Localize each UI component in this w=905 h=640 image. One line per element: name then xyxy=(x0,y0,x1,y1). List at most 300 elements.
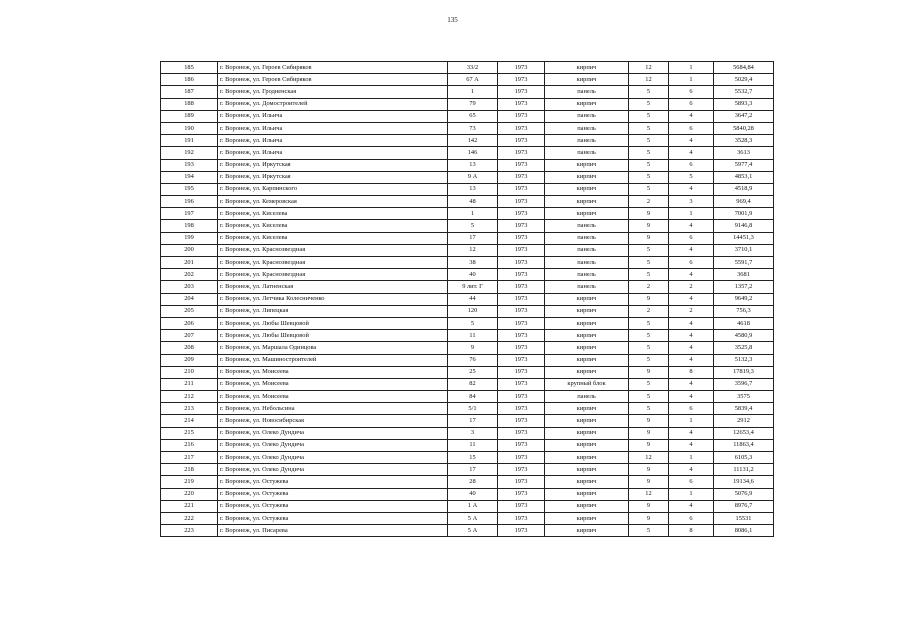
cell-address: г. Воронеж, ул. Краснозвездная xyxy=(218,244,448,256)
cell-house-number: 3 xyxy=(448,427,498,439)
cell-house-number: 13 xyxy=(448,183,498,195)
cell-house-number: 142 xyxy=(448,135,498,147)
cell-wall-material: кирпич xyxy=(545,415,629,427)
cell-area: 756,3 xyxy=(714,305,774,317)
cell-year-built: 1973 xyxy=(498,208,545,220)
cell-entrances: 6 xyxy=(669,98,714,110)
cell-entrances: 4 xyxy=(669,317,714,329)
cell-floors: 5 xyxy=(629,183,669,195)
cell-floors: 9 xyxy=(629,476,669,488)
cell-year-built: 1973 xyxy=(498,488,545,500)
cell-row-number: 191 xyxy=(161,135,218,147)
cell-address: г. Воронеж, ул. Иркутская xyxy=(218,159,448,171)
cell-year-built: 1973 xyxy=(498,452,545,464)
cell-entrances: 6 xyxy=(669,159,714,171)
cell-entrances: 4 xyxy=(669,110,714,122)
table-row xyxy=(161,452,774,464)
cell-area: 4518,9 xyxy=(714,183,774,195)
table-row xyxy=(161,342,774,354)
cell-area: 3647,2 xyxy=(714,110,774,122)
cell-entrances: 4 xyxy=(669,269,714,281)
cell-address: г. Воронеж, ул. Олеко Дундича xyxy=(218,427,448,439)
cell-wall-material: кирпич xyxy=(545,525,629,537)
cell-entrances: 1 xyxy=(669,452,714,464)
cell-floors: 5 xyxy=(629,257,669,269)
cell-house-number: 82 xyxy=(448,378,498,390)
table-row xyxy=(161,183,774,195)
cell-row-number: 199 xyxy=(161,232,218,244)
cell-area: 3528,3 xyxy=(714,135,774,147)
cell-year-built: 1973 xyxy=(498,378,545,390)
cell-house-number: 11 xyxy=(448,330,498,342)
cell-floors: 5 xyxy=(629,244,669,256)
cell-year-built: 1973 xyxy=(498,110,545,122)
cell-year-built: 1973 xyxy=(498,330,545,342)
cell-row-number: 222 xyxy=(161,512,218,524)
cell-address: г. Воронеж, ул. Героев Сибиряков xyxy=(218,62,448,74)
table-row xyxy=(161,171,774,183)
cell-wall-material: кирпич xyxy=(545,439,629,451)
cell-row-number: 209 xyxy=(161,354,218,366)
cell-year-built: 1973 xyxy=(498,476,545,488)
cell-entrances: 4 xyxy=(669,354,714,366)
cell-entrances: 6 xyxy=(669,86,714,98)
cell-house-number: 17 xyxy=(448,232,498,244)
table-row xyxy=(161,378,774,390)
cell-row-number: 223 xyxy=(161,525,218,537)
cell-address: г. Воронеж, ул. Моисеева xyxy=(218,378,448,390)
cell-floors: 2 xyxy=(629,196,669,208)
cell-wall-material: кирпич xyxy=(545,476,629,488)
table-row xyxy=(161,74,774,86)
cell-row-number: 212 xyxy=(161,391,218,403)
cell-wall-material: крупный блок xyxy=(545,378,629,390)
cell-house-number: 38 xyxy=(448,257,498,269)
cell-house-number: 73 xyxy=(448,122,498,134)
table-row xyxy=(161,525,774,537)
cell-year-built: 1973 xyxy=(498,86,545,98)
cell-entrances: 6 xyxy=(669,403,714,415)
cell-wall-material: кирпич xyxy=(545,342,629,354)
cell-house-number: 9 лит. Г xyxy=(448,281,498,293)
table-row xyxy=(161,415,774,427)
cell-wall-material: кирпич xyxy=(545,74,629,86)
table-row xyxy=(161,439,774,451)
table-row xyxy=(161,317,774,329)
cell-entrances: 4 xyxy=(669,439,714,451)
cell-floors: 5 xyxy=(629,86,669,98)
cell-wall-material: кирпич xyxy=(545,98,629,110)
cell-house-number: 5 xyxy=(448,220,498,232)
cell-entrances: 6 xyxy=(669,122,714,134)
cell-entrances: 1 xyxy=(669,488,714,500)
cell-address: г. Воронеж, ул. Киселева xyxy=(218,220,448,232)
cell-row-number: 203 xyxy=(161,281,218,293)
cell-entrances: 3 xyxy=(669,196,714,208)
cell-floors: 9 xyxy=(629,500,669,512)
cell-area: 2912 xyxy=(714,415,774,427)
cell-floors: 5 xyxy=(629,403,669,415)
table-row xyxy=(161,281,774,293)
cell-row-number: 198 xyxy=(161,220,218,232)
cell-row-number: 210 xyxy=(161,366,218,378)
cell-area: 4853,1 xyxy=(714,171,774,183)
cell-house-number: 28 xyxy=(448,476,498,488)
cell-area: 969,4 xyxy=(714,196,774,208)
cell-area: 7001,9 xyxy=(714,208,774,220)
cell-year-built: 1973 xyxy=(498,171,545,183)
cell-address: г. Воронеж, ул. Ильича xyxy=(218,147,448,159)
cell-area: 5977,4 xyxy=(714,159,774,171)
cell-area: 3575 xyxy=(714,391,774,403)
cell-year-built: 1973 xyxy=(498,317,545,329)
cell-year-built: 1973 xyxy=(498,415,545,427)
cell-entrances: 1 xyxy=(669,62,714,74)
cell-year-built: 1973 xyxy=(498,269,545,281)
cell-entrances: 2 xyxy=(669,305,714,317)
cell-house-number: 67 А xyxy=(448,74,498,86)
cell-entrances: 1 xyxy=(669,74,714,86)
cell-house-number: 13 xyxy=(448,159,498,171)
cell-row-number: 211 xyxy=(161,378,218,390)
cell-address: г. Воронеж, ул. Киселева xyxy=(218,208,448,220)
cell-house-number: 120 xyxy=(448,305,498,317)
cell-row-number: 201 xyxy=(161,257,218,269)
cell-wall-material: кирпич xyxy=(545,196,629,208)
cell-year-built: 1973 xyxy=(498,500,545,512)
cell-area: 5029,4 xyxy=(714,74,774,86)
table-row xyxy=(161,232,774,244)
cell-area: 3681 xyxy=(714,269,774,281)
cell-year-built: 1973 xyxy=(498,354,545,366)
table-row xyxy=(161,488,774,500)
cell-year-built: 1973 xyxy=(498,342,545,354)
table-row xyxy=(161,257,774,269)
cell-wall-material: кирпич xyxy=(545,354,629,366)
cell-row-number: 216 xyxy=(161,439,218,451)
cell-floors: 9 xyxy=(629,293,669,305)
cell-floors: 5 xyxy=(629,122,669,134)
table-row xyxy=(161,86,774,98)
cell-house-number: 12 xyxy=(448,244,498,256)
cell-area: 5684,84 xyxy=(714,62,774,74)
cell-year-built: 1973 xyxy=(498,220,545,232)
cell-floors: 5 xyxy=(629,110,669,122)
cell-row-number: 218 xyxy=(161,464,218,476)
cell-house-number: 84 xyxy=(448,391,498,403)
cell-year-built: 1973 xyxy=(498,525,545,537)
cell-address: г. Воронеж, ул. Латненская xyxy=(218,281,448,293)
cell-area: 11863,4 xyxy=(714,439,774,451)
cell-address: г. Воронеж, ул. Героев Сибиряков xyxy=(218,74,448,86)
cell-wall-material: кирпич xyxy=(545,512,629,524)
page-number: 135 xyxy=(447,16,458,24)
cell-row-number: 220 xyxy=(161,488,218,500)
cell-address: г. Воронеж, ул. Моисеева xyxy=(218,391,448,403)
cell-house-number: 5 А xyxy=(448,525,498,537)
cell-entrances: 4 xyxy=(669,183,714,195)
cell-entrances: 6 xyxy=(669,257,714,269)
table-row xyxy=(161,110,774,122)
cell-row-number: 192 xyxy=(161,147,218,159)
cell-row-number: 190 xyxy=(161,122,218,134)
cell-area: 5840,28 xyxy=(714,122,774,134)
cell-area: 3613 xyxy=(714,147,774,159)
cell-house-number: 33/2 xyxy=(448,62,498,74)
cell-area: 12653,4 xyxy=(714,427,774,439)
cell-floors: 5 xyxy=(629,159,669,171)
cell-entrances: 4 xyxy=(669,464,714,476)
cell-area: 4580,9 xyxy=(714,330,774,342)
cell-house-number: 146 xyxy=(448,147,498,159)
cell-entrances: 4 xyxy=(669,391,714,403)
cell-floors: 9 xyxy=(629,512,669,524)
cell-row-number: 185 xyxy=(161,62,218,74)
table-row xyxy=(161,476,774,488)
cell-wall-material: панель xyxy=(545,232,629,244)
cell-address: г. Воронеж, ул. Олеко Дундича xyxy=(218,464,448,476)
cell-entrances: 4 xyxy=(669,293,714,305)
cell-address: г. Воронеж, ул. Летчика Колесниченко xyxy=(218,293,448,305)
cell-year-built: 1973 xyxy=(498,366,545,378)
cell-year-built: 1973 xyxy=(498,281,545,293)
cell-house-number: 15 xyxy=(448,452,498,464)
cell-entrances: 4 xyxy=(669,342,714,354)
cell-row-number: 204 xyxy=(161,293,218,305)
cell-entrances: 4 xyxy=(669,147,714,159)
table-row xyxy=(161,354,774,366)
cell-entrances: 6 xyxy=(669,476,714,488)
cell-area: 5591,7 xyxy=(714,257,774,269)
cell-year-built: 1973 xyxy=(498,232,545,244)
cell-address: г. Воронеж, ул. Олеко Дундича xyxy=(218,439,448,451)
cell-house-number: 1 А xyxy=(448,500,498,512)
cell-row-number: 221 xyxy=(161,500,218,512)
cell-floors: 12 xyxy=(629,74,669,86)
cell-row-number: 202 xyxy=(161,269,218,281)
cell-wall-material: кирпич xyxy=(545,183,629,195)
cell-area: 5893,3 xyxy=(714,98,774,110)
table-row xyxy=(161,269,774,281)
cell-area: 15531 xyxy=(714,512,774,524)
cell-house-number: 5 А xyxy=(448,512,498,524)
cell-floors: 5 xyxy=(629,171,669,183)
cell-floors: 9 xyxy=(629,366,669,378)
cell-house-number: 1 xyxy=(448,208,498,220)
cell-address: г. Воронеж, ул. Любы Шевцовой xyxy=(218,330,448,342)
cell-area: 3525,8 xyxy=(714,342,774,354)
cell-wall-material: кирпич xyxy=(545,317,629,329)
cell-house-number: 9 А xyxy=(448,171,498,183)
cell-wall-material: кирпич xyxy=(545,403,629,415)
cell-floors: 9 xyxy=(629,232,669,244)
cell-year-built: 1973 xyxy=(498,98,545,110)
cell-year-built: 1973 xyxy=(498,403,545,415)
cell-entrances: 6 xyxy=(669,512,714,524)
cell-wall-material: панель xyxy=(545,281,629,293)
cell-year-built: 1973 xyxy=(498,305,545,317)
cell-entrances: 4 xyxy=(669,378,714,390)
cell-house-number: 17 xyxy=(448,415,498,427)
cell-wall-material: кирпич xyxy=(545,427,629,439)
cell-floors: 5 xyxy=(629,317,669,329)
cell-address: г. Воронеж, ул. Остужева xyxy=(218,488,448,500)
cell-address: г. Воронеж, ул. Липецкая xyxy=(218,305,448,317)
cell-wall-material: кирпич xyxy=(545,488,629,500)
cell-entrances: 4 xyxy=(669,330,714,342)
cell-year-built: 1973 xyxy=(498,74,545,86)
cell-address: г. Воронеж, ул. Новосибирская xyxy=(218,415,448,427)
cell-address: г. Воронеж, ул. Карпинского xyxy=(218,183,448,195)
cell-address: г. Воронеж, ул. Моисеева xyxy=(218,366,448,378)
cell-floors: 5 xyxy=(629,354,669,366)
cell-floors: 9 xyxy=(629,464,669,476)
table-row xyxy=(161,512,774,524)
cell-address: г. Воронеж, ул. Киселева xyxy=(218,232,448,244)
cell-floors: 9 xyxy=(629,220,669,232)
cell-wall-material: кирпич xyxy=(545,208,629,220)
cell-house-number: 5/1 xyxy=(448,403,498,415)
cell-wall-material: кирпич xyxy=(545,159,629,171)
cell-area: 4618 xyxy=(714,317,774,329)
cell-row-number: 206 xyxy=(161,317,218,329)
cell-floors: 5 xyxy=(629,525,669,537)
cell-area: 17819,3 xyxy=(714,366,774,378)
cell-wall-material: кирпич xyxy=(545,62,629,74)
cell-area: 1357,2 xyxy=(714,281,774,293)
cell-floors: 5 xyxy=(629,98,669,110)
cell-floors: 5 xyxy=(629,135,669,147)
cell-year-built: 1973 xyxy=(498,427,545,439)
cell-floors: 9 xyxy=(629,439,669,451)
table-row xyxy=(161,147,774,159)
cell-wall-material: панель xyxy=(545,257,629,269)
cell-floors: 12 xyxy=(629,488,669,500)
cell-row-number: 207 xyxy=(161,330,218,342)
table-row xyxy=(161,122,774,134)
cell-year-built: 1973 xyxy=(498,159,545,171)
cell-row-number: 217 xyxy=(161,452,218,464)
cell-address: г. Воронеж, ул. Остужева xyxy=(218,476,448,488)
cell-floors: 12 xyxy=(629,452,669,464)
cell-row-number: 187 xyxy=(161,86,218,98)
cell-entrances: 4 xyxy=(669,427,714,439)
table-row xyxy=(161,464,774,476)
table-row xyxy=(161,135,774,147)
cell-year-built: 1973 xyxy=(498,196,545,208)
cell-floors: 2 xyxy=(629,305,669,317)
cell-row-number: 194 xyxy=(161,171,218,183)
cell-address: г. Воронеж, ул. Краснозвездная xyxy=(218,257,448,269)
cell-house-number: 76 xyxy=(448,354,498,366)
cell-wall-material: панель xyxy=(545,269,629,281)
cell-floors: 9 xyxy=(629,415,669,427)
cell-address: г. Воронеж, ул. Машиностроителей xyxy=(218,354,448,366)
cell-row-number: 195 xyxy=(161,183,218,195)
cell-year-built: 1973 xyxy=(498,293,545,305)
cell-row-number: 188 xyxy=(161,98,218,110)
cell-wall-material: панель xyxy=(545,220,629,232)
cell-address: г. Воронеж, ул. Остужева xyxy=(218,512,448,524)
housing-registry-table xyxy=(160,61,774,537)
cell-entrances: 4 xyxy=(669,135,714,147)
cell-address: г. Воронеж, ул. Маршала Одинцова xyxy=(218,342,448,354)
registry-body xyxy=(161,62,774,537)
table-row xyxy=(161,330,774,342)
table-row xyxy=(161,62,774,74)
cell-year-built: 1973 xyxy=(498,391,545,403)
cell-address: г. Воронеж, ул. Олеко Дундича xyxy=(218,452,448,464)
cell-house-number: 44 xyxy=(448,293,498,305)
cell-entrances: 4 xyxy=(669,220,714,232)
cell-house-number: 17 xyxy=(448,464,498,476)
cell-wall-material: кирпич xyxy=(545,500,629,512)
cell-address: г. Воронеж, ул. Остужева xyxy=(218,500,448,512)
table-row xyxy=(161,220,774,232)
cell-area: 5532,7 xyxy=(714,86,774,98)
cell-year-built: 1973 xyxy=(498,135,545,147)
cell-row-number: 215 xyxy=(161,427,218,439)
cell-row-number: 193 xyxy=(161,159,218,171)
cell-row-number: 213 xyxy=(161,403,218,415)
table-row xyxy=(161,208,774,220)
cell-area: 8976,7 xyxy=(714,500,774,512)
cell-wall-material: панель xyxy=(545,110,629,122)
cell-area: 11131,2 xyxy=(714,464,774,476)
cell-house-number: 79 xyxy=(448,98,498,110)
cell-year-built: 1973 xyxy=(498,512,545,524)
cell-house-number: 40 xyxy=(448,488,498,500)
table-row xyxy=(161,244,774,256)
cell-row-number: 205 xyxy=(161,305,218,317)
cell-wall-material: панель xyxy=(545,147,629,159)
cell-area: 5076,9 xyxy=(714,488,774,500)
table-row xyxy=(161,159,774,171)
cell-area: 6105,3 xyxy=(714,452,774,464)
table-row xyxy=(161,305,774,317)
cell-address: г. Воронеж, ул. Ильича xyxy=(218,122,448,134)
cell-floors: 9 xyxy=(629,208,669,220)
cell-address: г. Воронеж, ул. Иркутская xyxy=(218,171,448,183)
table-row xyxy=(161,500,774,512)
table-row xyxy=(161,98,774,110)
cell-floors: 5 xyxy=(629,391,669,403)
cell-area: 14451,3 xyxy=(714,232,774,244)
cell-area: 19134,6 xyxy=(714,476,774,488)
cell-address: г. Воронеж, ул. Писарева xyxy=(218,525,448,537)
cell-wall-material: панель xyxy=(545,122,629,134)
cell-wall-material: панель xyxy=(545,391,629,403)
cell-area: 9649,2 xyxy=(714,293,774,305)
cell-entrances: 1 xyxy=(669,208,714,220)
cell-wall-material: кирпич xyxy=(545,464,629,476)
cell-row-number: 214 xyxy=(161,415,218,427)
cell-area: 5839,4 xyxy=(714,403,774,415)
cell-floors: 2 xyxy=(629,281,669,293)
cell-wall-material: кирпич xyxy=(545,171,629,183)
cell-floors: 5 xyxy=(629,147,669,159)
cell-row-number: 200 xyxy=(161,244,218,256)
table-row xyxy=(161,391,774,403)
cell-address: г. Воронеж, ул. Небольсина xyxy=(218,403,448,415)
cell-house-number: 65 xyxy=(448,110,498,122)
cell-wall-material: панель xyxy=(545,86,629,98)
cell-address: г. Воронеж, ул. Ильича xyxy=(218,135,448,147)
cell-address: г. Воронеж, ул. Кемеровская xyxy=(218,196,448,208)
cell-address: г. Воронеж, ул. Домостроителей xyxy=(218,98,448,110)
cell-address: г. Воронеж, ул. Любы Шевцовой xyxy=(218,317,448,329)
table-row xyxy=(161,196,774,208)
